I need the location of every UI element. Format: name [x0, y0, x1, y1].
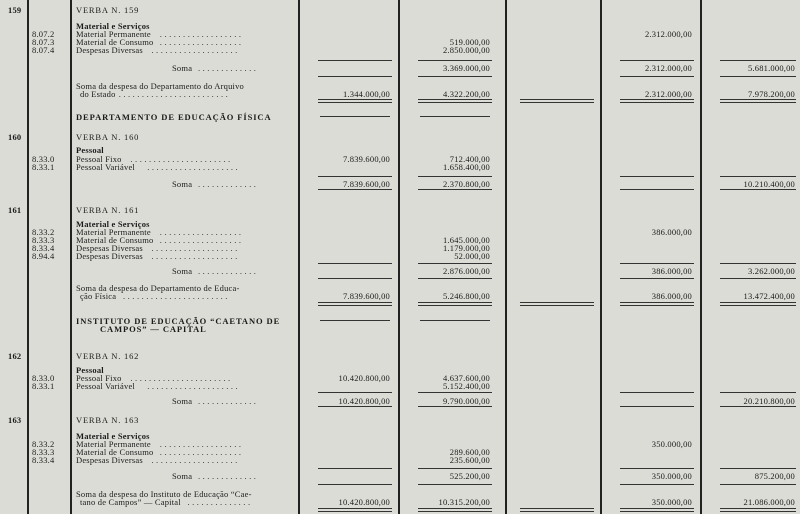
total-rule: [418, 99, 492, 100]
amount: 519.000,00: [449, 37, 490, 47]
subtotal-rule: [418, 406, 492, 407]
column-rule: [298, 0, 300, 514]
amount: 2.312.000,00: [644, 29, 692, 39]
dept-total-amount: 10.315.200,00: [438, 497, 490, 507]
item-label: Pessoal Fixo: [76, 154, 122, 164]
item-label: Material Permanente: [76, 439, 151, 449]
soma-label: Soma: [172, 179, 193, 189]
item-code: 8.33.4: [32, 243, 55, 253]
leader-dots: . . . . . . . . . . . . . . . . . . .: [151, 243, 238, 253]
subtotal-rule: [418, 60, 492, 61]
soma-amount: 2.312.000,00: [644, 63, 692, 73]
item-code: 8.07.4: [32, 45, 55, 55]
amount: 2.850.000,00: [442, 45, 490, 55]
soma-amount: 875.200,00: [754, 471, 795, 481]
total-rule: [620, 302, 694, 303]
verba-title: VERBA N. 163: [76, 415, 140, 425]
subtotal-rule: [620, 392, 694, 393]
total-rule: [418, 305, 492, 306]
verba-title: VERBA N. 159: [76, 5, 140, 15]
group-heading: Material e Serviços: [76, 21, 150, 31]
verba-number: 163: [8, 415, 22, 425]
item-label: Pessoal Fixo: [76, 373, 122, 383]
amount: 350.000,00: [651, 439, 692, 449]
leader-dots: . . . . . . . . . . . . . . . . . . . . . .: [130, 373, 231, 383]
rule: [420, 116, 490, 117]
leader-dots: . . . . . . . . . . . . . . . . . . . . . . . .: [118, 89, 228, 99]
subtotal-rule: [720, 484, 796, 485]
verba-number: 161: [8, 205, 22, 215]
item-code: 8.33.3: [32, 447, 55, 457]
dept-heading: CAMPOS” — CAPITAL: [100, 324, 207, 334]
item-code: 8.07.2: [32, 29, 55, 39]
soma-amount: 3.262.000,00: [747, 266, 795, 276]
subtotal-rule: [418, 76, 492, 77]
total-rule: [720, 511, 796, 512]
group-heading: Pessoal: [76, 365, 104, 375]
subtotal-rule: [720, 468, 796, 469]
soma-amount: 3.369.000,00: [442, 63, 490, 73]
soma-amount: 350.000,00: [651, 471, 692, 481]
dept-total-amount: 7.839.600,00: [342, 291, 390, 301]
subtotal-rule: [418, 278, 492, 279]
subtotal-rule: [720, 278, 796, 279]
subtotal-rule: [620, 76, 694, 77]
subtotal-rule: [620, 60, 694, 61]
item-label: Material de Consumo: [76, 447, 154, 457]
item-code: 8.33.3: [32, 235, 55, 245]
leader-dots: . . . . . . . . . . . . . . . . . .: [159, 37, 242, 47]
subtotal-rule: [720, 392, 796, 393]
leader-dots: . . . . . . . . . . . . . . . . . . . . . . .: [123, 291, 228, 301]
subtotal-rule: [418, 263, 492, 264]
item-label: Despesas Diversas: [76, 243, 143, 253]
dept-total-label: tano de Campos” — Capital: [80, 497, 181, 507]
rule: [320, 116, 390, 117]
leader-dots: . . . . . . . . . . . . .: [198, 396, 257, 406]
total-rule: [520, 508, 594, 509]
subtotal-rule: [418, 189, 492, 190]
soma-amount: 2.876.000,00: [442, 266, 490, 276]
subtotal-rule: [418, 484, 492, 485]
leader-dots: . . . . . . . . . . . . . . . . . .: [159, 439, 242, 449]
total-rule: [620, 102, 694, 103]
subtotal-rule: [720, 263, 796, 264]
dept-total-amount: 4.322.200,00: [442, 89, 490, 99]
item-code: 8.07.3: [32, 37, 55, 47]
soma-amount: 7.839.600,00: [342, 179, 390, 189]
amount: 1.658.400,00: [442, 162, 490, 172]
item-code: 8.33.4: [32, 455, 55, 465]
item-label: Despesas Diversas: [76, 455, 143, 465]
soma-amount: 9.790.000,00: [442, 396, 490, 406]
group-heading: Pessoal: [76, 145, 104, 155]
group-heading: Material e Serviços: [76, 431, 150, 441]
subtotal-rule: [318, 392, 392, 393]
verba-title: VERBA N. 160: [76, 132, 140, 142]
column-rule: [700, 0, 702, 514]
leader-dots: . . . . . . . . . . . . . . . . . .: [159, 29, 242, 39]
total-rule: [520, 511, 594, 512]
subtotal-rule: [620, 468, 694, 469]
total-rule: [720, 102, 796, 103]
group-heading: Material e Serviços: [76, 219, 150, 229]
total-rule: [720, 99, 796, 100]
subtotal-rule: [418, 392, 492, 393]
soma-amount: 20.210.800,00: [743, 396, 795, 406]
amount: 712.400,00: [449, 154, 490, 164]
subtotal-rule: [318, 60, 392, 61]
item-label: Despesas Diversas: [76, 251, 143, 261]
rule: [420, 320, 490, 321]
total-rule: [318, 302, 392, 303]
column-rule: [505, 0, 507, 514]
amount: 52.000,00: [454, 251, 490, 261]
verba-title: VERBA N. 161: [76, 205, 140, 215]
subtotal-rule: [318, 76, 392, 77]
dept-heading: INSTITUTO DE EDUCAÇÃO “CAETANO DE: [76, 316, 281, 326]
total-rule: [318, 99, 392, 100]
soma-amount: 386.000,00: [651, 266, 692, 276]
amount: 10.420.800,00: [338, 373, 390, 383]
subtotal-rule: [720, 406, 796, 407]
leader-dots: . . . . . . . . . . . . . . . . . . .: [151, 251, 238, 261]
amount: 289.600,00: [449, 447, 490, 457]
item-label: Pessoal Variável: [76, 162, 135, 172]
leader-dots: . . . . . . . . . . . . . .: [187, 497, 251, 507]
leader-dots: . . . . . . . . . . . . .: [198, 179, 257, 189]
soma-label: Soma: [172, 471, 193, 481]
subtotal-rule: [620, 189, 694, 190]
soma-amount: 525.200,00: [449, 471, 490, 481]
total-rule: [418, 511, 492, 512]
subtotal-rule: [418, 468, 492, 469]
dept-total-amount: 7.978.200,00: [747, 89, 795, 99]
leader-dots: . . . . . . . . . . . . . . . . . .: [159, 227, 242, 237]
item-label: Material Permanente: [76, 29, 151, 39]
subtotal-rule: [620, 176, 694, 177]
dept-total-label: do Estado: [80, 89, 116, 99]
leader-dots: . . . . . . . . . . . . . . . . . . . .: [147, 162, 238, 172]
dept-total-amount: 21.086.000,00: [743, 497, 795, 507]
total-rule: [418, 508, 492, 509]
dept-total-amount: 350.000,00: [651, 497, 692, 507]
amount: 386.000,00: [651, 227, 692, 237]
item-label: Despesas Diversas: [76, 45, 143, 55]
total-rule: [720, 302, 796, 303]
total-rule: [318, 305, 392, 306]
subtotal-rule: [318, 176, 392, 177]
amount: 5.152.400,00: [442, 381, 490, 391]
leader-dots: . . . . . . . . . . . . . . . . . . . . . .: [130, 154, 231, 164]
total-rule: [520, 305, 594, 306]
item-code: 8.33.0: [32, 154, 55, 164]
dept-total-amount: 13.472.400,00: [743, 291, 795, 301]
subtotal-rule: [418, 176, 492, 177]
subtotal-rule: [620, 263, 694, 264]
dept-total-amount: 10.420.800,00: [338, 497, 390, 507]
rule: [320, 320, 390, 321]
total-rule: [720, 305, 796, 306]
leader-dots: . . . . . . . . . . . . . . . . . .: [159, 235, 242, 245]
total-rule: [418, 302, 492, 303]
verba-title: VERBA N. 162: [76, 351, 140, 361]
subtotal-rule: [318, 468, 392, 469]
subtotal-rule: [318, 278, 392, 279]
item-label: Material de Consumo: [76, 235, 154, 245]
soma-label: Soma: [172, 396, 193, 406]
subtotal-rule: [318, 189, 392, 190]
column-rule: [600, 0, 602, 514]
leader-dots: . . . . . . . . . . . . . . . . . . .: [151, 455, 238, 465]
item-code: 8.33.0: [32, 373, 55, 383]
subtotal-rule: [720, 189, 796, 190]
total-rule: [318, 102, 392, 103]
soma-amount: 10.420.800,00: [338, 396, 390, 406]
item-code: 8.33.1: [32, 162, 55, 172]
total-rule: [620, 99, 694, 100]
leader-dots: . . . . . . . . . . . . .: [198, 63, 257, 73]
item-code: 8.33.2: [32, 439, 55, 449]
total-rule: [720, 508, 796, 509]
subtotal-rule: [318, 406, 392, 407]
column-rule: [27, 0, 29, 514]
leader-dots: . . . . . . . . . . . . . . . . . .: [159, 447, 242, 457]
item-code: 8.33.2: [32, 227, 55, 237]
amount: 7.839.600,00: [342, 154, 390, 164]
verba-number: 162: [8, 351, 22, 361]
dept-total-amount: 386.000,00: [651, 291, 692, 301]
amount: 4.637.600,00: [442, 373, 490, 383]
soma-amount: 5.681.000,00: [747, 63, 795, 73]
total-rule: [418, 102, 492, 103]
total-rule: [520, 302, 594, 303]
total-rule: [520, 99, 594, 100]
subtotal-rule: [318, 263, 392, 264]
subtotal-rule: [318, 484, 392, 485]
soma-amount: 10.210.400,00: [743, 179, 795, 189]
total-rule: [620, 508, 694, 509]
verba-number: 160: [8, 132, 22, 142]
soma-label: Soma: [172, 266, 193, 276]
soma-label: Soma: [172, 63, 193, 73]
subtotal-rule: [620, 484, 694, 485]
dept-total-amount: 1.344.000,00: [342, 89, 390, 99]
total-rule: [620, 511, 694, 512]
amount: 235.600,00: [449, 455, 490, 465]
item-code: 8.33.1: [32, 381, 55, 391]
dept-total-label: ção Física: [80, 291, 117, 301]
item-label: Material de Consumo: [76, 37, 154, 47]
leader-dots: . . . . . . . . . . . . .: [198, 266, 257, 276]
subtotal-rule: [620, 278, 694, 279]
verba-number: 159: [8, 5, 22, 15]
leader-dots: . . . . . . . . . . . . .: [198, 471, 257, 481]
total-rule: [318, 508, 392, 509]
soma-amount: 2.370.800,00: [442, 179, 490, 189]
dept-total-label: Soma da despesa do Departamento de Educa-: [76, 283, 240, 293]
item-label: Material Permanente: [76, 227, 151, 237]
total-rule: [318, 511, 392, 512]
subtotal-rule: [620, 406, 694, 407]
dept-heading: DEPARTAMENTO DE EDUCAÇÃO FÍSICA: [76, 112, 272, 122]
total-rule: [620, 305, 694, 306]
item-label: Pessoal Variável: [76, 381, 135, 391]
column-rule: [70, 0, 72, 514]
total-rule: [520, 102, 594, 103]
leader-dots: . . . . . . . . . . . . . . . . . . . .: [147, 381, 238, 391]
dept-total-label: Soma da despesa do Departamento do Arquivo: [76, 81, 244, 91]
amount: 1.645.000,00: [442, 235, 490, 245]
subtotal-rule: [720, 60, 796, 61]
amount: 1.179.000,00: [442, 243, 490, 253]
subtotal-rule: [720, 176, 796, 177]
dept-total-label: Soma da despesa do Instituto de Educação “Cae-: [76, 489, 252, 499]
dept-total-amount: 5.246.800,00: [442, 291, 490, 301]
dept-total-amount: 2.312.000,00: [644, 89, 692, 99]
leader-dots: . . . . . . . . . . . . . . . . . . .: [151, 45, 238, 55]
item-code: 8.94.4: [32, 251, 55, 261]
subtotal-rule: [720, 76, 796, 77]
